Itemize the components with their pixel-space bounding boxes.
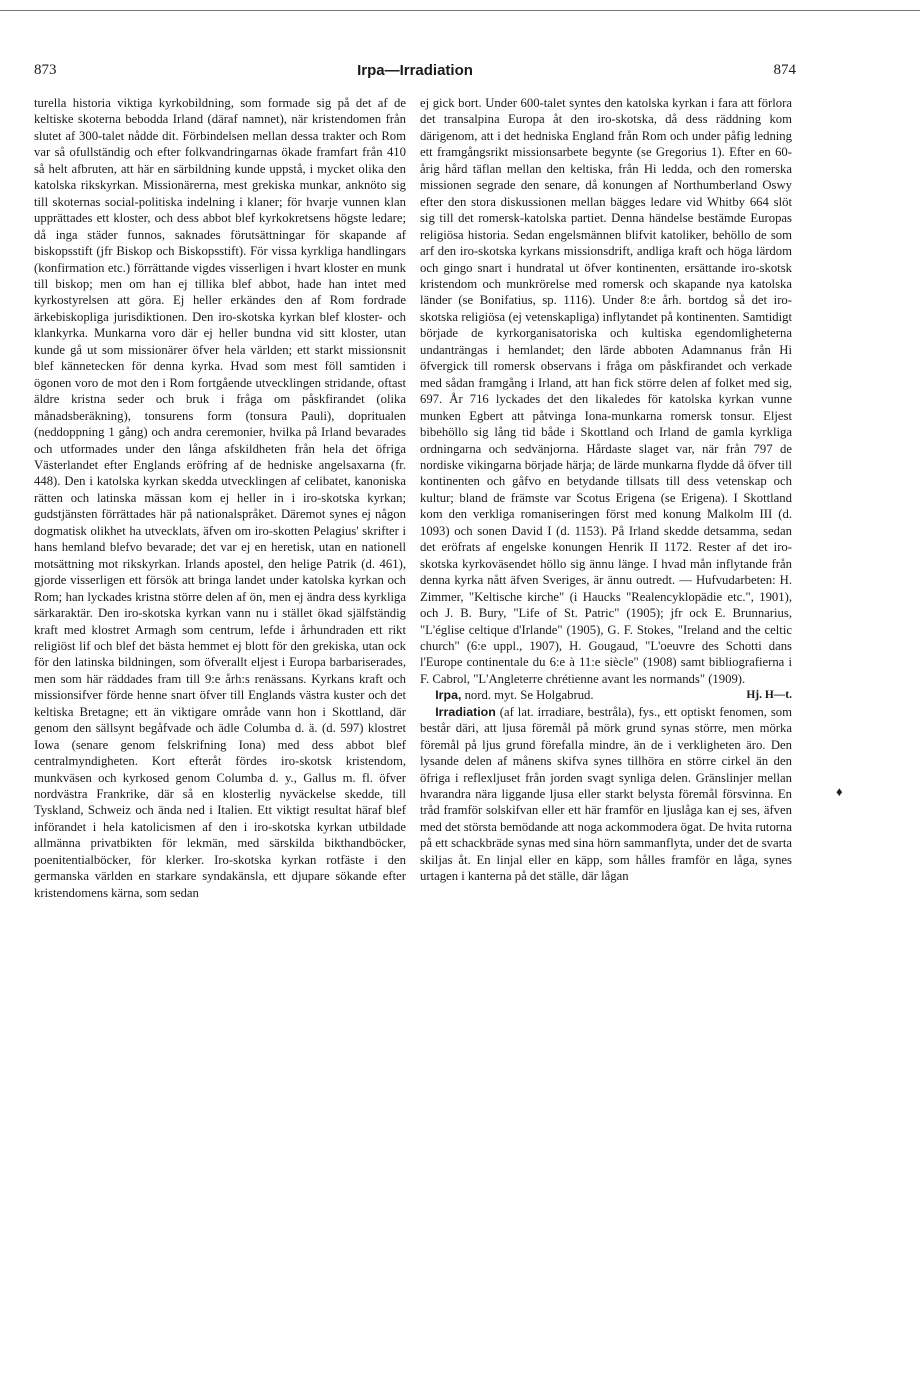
entry-irradiation: [420, 704, 792, 885]
left-column: [34, 95, 406, 901]
top-rule: [0, 10, 920, 11]
entry-irpa: [420, 687, 792, 703]
margin-mark-icon: ♦: [836, 784, 843, 799]
running-title: Irpa—Irradiation: [357, 62, 473, 79]
author-signature: Hj. H—t.: [746, 689, 792, 702]
entry-irpa-headword: Irpa,: [435, 688, 462, 703]
page-number-left: 873: [34, 62, 57, 78]
page-number-right: 874: [773, 62, 796, 78]
entry-irradiation-text: (af lat. irradiare, bestråla), fys., ett optiskt fenomen, som består däri, att ljusa föremål på mörk grund synas större, men mörka föremål på ljus grund förefalla mindre, än de i verkligheten äro. Den lysande delen af månens skifva synes tillhöra en större cirkel än den öfriga i reflexljuset från jorden svagt synliga delen. Gränslinjer mellan hvarandra nära liggande ljusa eller starkt belysta föremål försvinna. En tråd framför solskifvan eller ett här framför en ljuslåga kan ej ses, äfven med det största bemödande att noga ackommodera ögat. De hvita rutorna på ett schackbräde synas med sina hörn sammanflyta, under det de svarta skiljas åt. En linjal eller en käpp, som hålles framför en låga, synes urtagen i kanterna på det ställe, där lågan: [420, 704, 792, 884]
continuation-body: ej gick bort. Under 600-talet syntes den katolska kyrkan i fara att förlora det transalpina Europa åt den iro-skotska, då dess räddning kom därigenom, att i det hedniska England från Rom och under påfig ledning ett framgångsrikt missionsarbete begynte (se Gregorius 1). Efter en 60-årig hård täflan mellan den keltiska, från Hi ledda, och den romerska missionen segrade den senare, då konungen af Northumberland Oswy efter den stora diskussionen mellan bägges ledare vid Whitby 664 slöt sig till det romersk-katolska partiet. Denna händelse bestämde Europas religiösa historia. Sedan engelsmännen blifvit katoliker, behöllo de som arf den iro-skotska kyrkans missionsdrift, andliga kraft och höga lärdom och gingo snart i hundratal ut öfver kontinenten, ersättande iro-skotsk kristendom och munkrörelse med romersk och skapande nya katolska länder (se Bonifatius, sp. 1116). Under 8:e årh. bortdog så det iro-skotska religiösa (ej vetenskapliga) inflytandet på kontinenten. Samtidigt började de kyrkorganisatoriska och kultiska egendomligheterna undanträngas i hemlandet; den lärde abboten Adamnanus från Hi öfvergick till romersk observans i fråga om påskfirandet och verkade med sådan framgång i Irland, att han fick större delen af folket med sig, 697. År 716 lyckades det den likaledes för katolska kyrkan vunne munken Egbert att påtvinga Iona-munkarna romersk tonsur. Eljest bibehöllo sig lång tid både i Skottland och Irland de gamla kyrkliga ordningarna och sedvänjorna. Hårdaste slaget var, när från 797 de nordiske vikingarna började härja; de lärde munkarna flydde då öfver till kontinenten och gåfvo en betydande tillsats till dess vetenskap och kultur; bland de främste var Scotus Erigena (se Erigena). I Skottland kom den verkliga romaniseringen först med konung Malkolm III (d. 1093) och sonen David I (d. 1153). På Irland skedde detsamma, sedan det eröfrats af engelske konungen Henrik II 1172. Rester af det iro-skotska kyrkoväsendet höllo sig ännu länge. I hvad mån inflytande från denna kyrka nått äfven Sveriges, är ännu outredt. — Hufvudarbeten: H. Zimmer, "Keltische kirche" (i Haucks "Realencyklopädie etc.", 1901), och J. B. Bury, "Life of St. Patric" (1905); jfr ock E. Brunnarius, "L'église celtique d'Irlande" (1905), G. F. Stokes, "Ireland and the celtic church" (6:e uppl., 1907), H. Gougaud, "L'oeuvre des Schotti dans l'Europe continentale du 6:e à 11:e siècle" (1908) samt bibliografierna i F. Cabrol, "L'Angleterre chrétienne avant les normands" (1909).: [420, 96, 792, 686]
left-column-text: turella historia viktiga kyrkobildning, som formade sig på det af de keltiske skoterna bebodda Irland (däraf namnet), när kristendomen från slutet af 300-talet nådde dit. Förbindelsen mellan dessa trakter och Rom var så ofullständig och efter folkvandringarnas ökade framfart från 410 så helt afbruten, att här en särbildning kunde uppstå, i mycket olika den katolska rikskyrkan. Missionärerna, mest grekiska munkar, anknöto sig till skoternas social-politiska indelning i klaner; för hvarje vunnen klan upprättades ett kloster, och dess abbot blef kyrkokretsens högste ledare; då inga städer funnos, saknades förutsättningar för skapande af biskopsstift (jfr Biskop och Biskopsstift). För vissa kyrkliga handlingars (konfirmation etc.) förrättande vigdes visserligen i hvart kloster en munk till biskop; men om han ej tillika blef abbot, hade han intet med kyrkostyrelsen att göra. Ej heller erkändes den af Rom fordrade ärkebiskopliga jurisdiktionen. Den iro-skotska kyrkan blef kloster- och klankyrka. Munkarna voro där ej heller bundna vid sitt kloster, utan kunde gå ut som missionärer öfver hela världen; ett starkt missionsnit blef kännetecken för denna kyrka. Hvad som mest föll samtiden i ögonen voro de mot den i Rom fortgående utvecklingen stridande, oftast äldre kristna seder och bruk i fråga om påskfirandet (olika månadsberäkning), tonsurens form (tonsura Pauli), dopritualen (neddoppning 1 gång) och andra ceremonier, hvilka på Irland bevarades och utformades under den långa afskildheten från hela det öfriga Västerlandet efter Englands eröfring af de hedniske angelsaxarna (fr. 448). Den i katolska kyrkan skedda utvecklingen af celibatet, kanoniska rätten och latinska mässan kom ej heller in i iro-skotska kyrkan; gudstjänsten förrättades här på nationalspråket. Däremot synes ej någon dogmatisk olikhet ha utvecklats, äfven om iro-skotten Pelagius' skrifter i hans hemland blefvo bevarade; det var ej en heretisk, utan en nationell motsättning mot rikskyrkan. Irlands apostel, den helige Patrik (d. 461), gjorde visserligen ett försök att bringa landet under katolska kyrkan och Rom; han lyckades kristna större delen af ön, men ej ändra dess kyrkliga särkaraktär. Den iro-skotska kyrkan vann nu i stället ökad själfständig kraft med klostret Armagh som centrum, lefde i århundraden ett rikt religiöst lif och blef det bästa hemmet ej blott för den grekiska, utan ock för den latinska bildningen, som öfverallt eljest i Europa barbariserades, men som här räddades fram till 9:e årh:s renässans. Kyrkans kraft och missionsifver förde henne snart öfver till Englands västra kuster och det keltiska Bretagne; ett än viktigare område vann hon i Skottland, där genom den sällsynt begåfvade och ädle Columba d. ä. (d. 597) klostret Iowa (senare genom felskrifning Iona) med dess abbot blef centralmyndigheten. Kort efteråt fördes iro-skotsk kristendom, munkväsen och kyrkosed genom Columba d. y., Gallus m. fl. öfver nordvästra Frankrike, där så en klosterlig nyväckelse skedde, till Tyskland, Schweiz och ända ned i Italien. Ett viktigt resultat häraf blef införandet i hela katolicismen af den i iro-skotska kyrkan utbildade allmänna privatbikten för lekmän, med särskilda bikthandböcker, poenitentialböcker, för klerker. Iro-skotska kyrkan rotfäste i den germanska världen en starkare syndakänsla, ett djupare sökande efter kristendomens kärna, som sedan: [34, 96, 406, 900]
page-header: [34, 62, 796, 84]
entry-irpa-text: nord. myt. Se Holgabrud.: [461, 688, 594, 703]
entry-irradiation-headword: Irradiation: [435, 704, 496, 719]
right-column: [420, 95, 792, 885]
